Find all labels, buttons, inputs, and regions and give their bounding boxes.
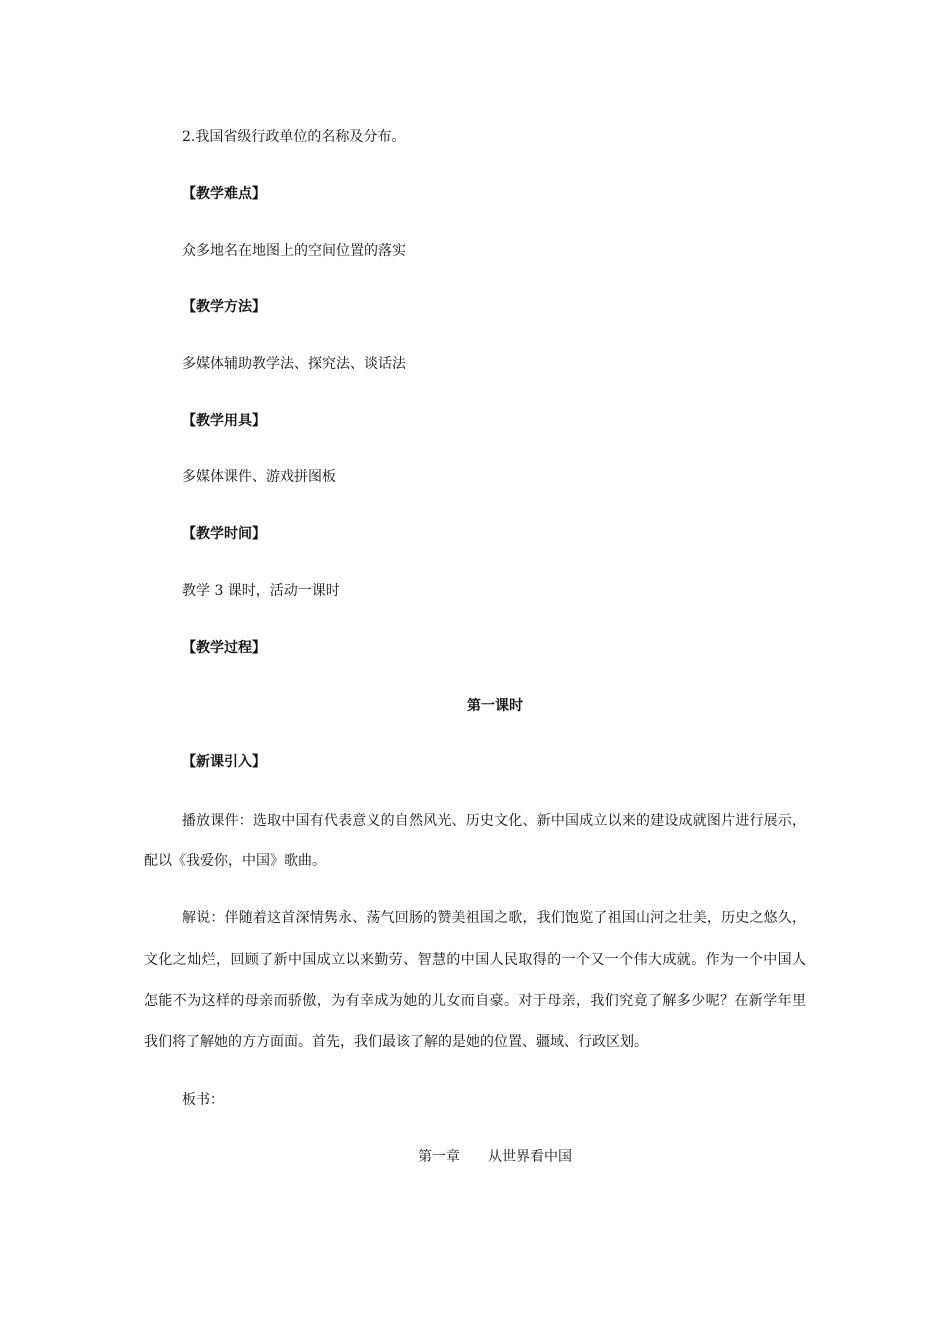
paragraph-1-line-2: 配以《我爱你，中国》歌曲。 bbox=[144, 853, 326, 869]
key-point-2: 2.我国省级行政单位的名称及分布。 bbox=[182, 129, 406, 145]
paragraph-1-line-1: 播放课件：选取中国有代表意义的自然风光、历史文化、新中国成立以来的建设成就图片进行展示， bbox=[182, 813, 806, 829]
paragraph-2-line-2: 文化之灿烂，回顾了新中国成立以来勤劳、智慧的中国人民取得的一个又一个伟大成就。作为一个中国人 bbox=[144, 952, 806, 968]
process-heading: 【教学过程】 bbox=[182, 640, 266, 656]
time-heading: 【教学时间】 bbox=[182, 526, 266, 542]
tools-text: 多媒体课件、游戏拼图板 bbox=[182, 469, 336, 485]
paragraph-2-line-1: 解说：伴随着这首深情隽永、荡气回肠的赞美祖国之歌，我们饱览了祖国山河之壮美，历史之悠久， bbox=[182, 910, 806, 926]
board-label: 板书： bbox=[182, 1092, 224, 1108]
paragraph-2-line-3: 怎能不为这样的母亲而骄傲，为有幸成为她的儿女而自豪。对于母亲，我们究竟了解多少呢？在新学年里 bbox=[144, 993, 806, 1009]
board-chapter-title: 第一章 从世界看中国 bbox=[418, 1149, 572, 1165]
difficulty-heading: 【教学难点】 bbox=[182, 186, 266, 202]
tools-heading: 【教学用具】 bbox=[182, 413, 266, 429]
method-text: 多媒体辅助教学法、探究法、谈话法 bbox=[182, 356, 406, 372]
method-heading: 【教学方法】 bbox=[182, 299, 266, 315]
difficulty-text: 众多地名在地图上的空间位置的落实 bbox=[182, 243, 406, 259]
time-text: 教学 3 课时，活动一课时 bbox=[182, 583, 340, 599]
intro-heading: 【新课引入】 bbox=[182, 754, 266, 770]
paragraph-2-line-4: 我们将了解她的方方面面。首先，我们最该了解的是她的位置、疆域、行政区划。 bbox=[144, 1034, 648, 1050]
lesson-title: 第一课时 bbox=[467, 698, 523, 714]
